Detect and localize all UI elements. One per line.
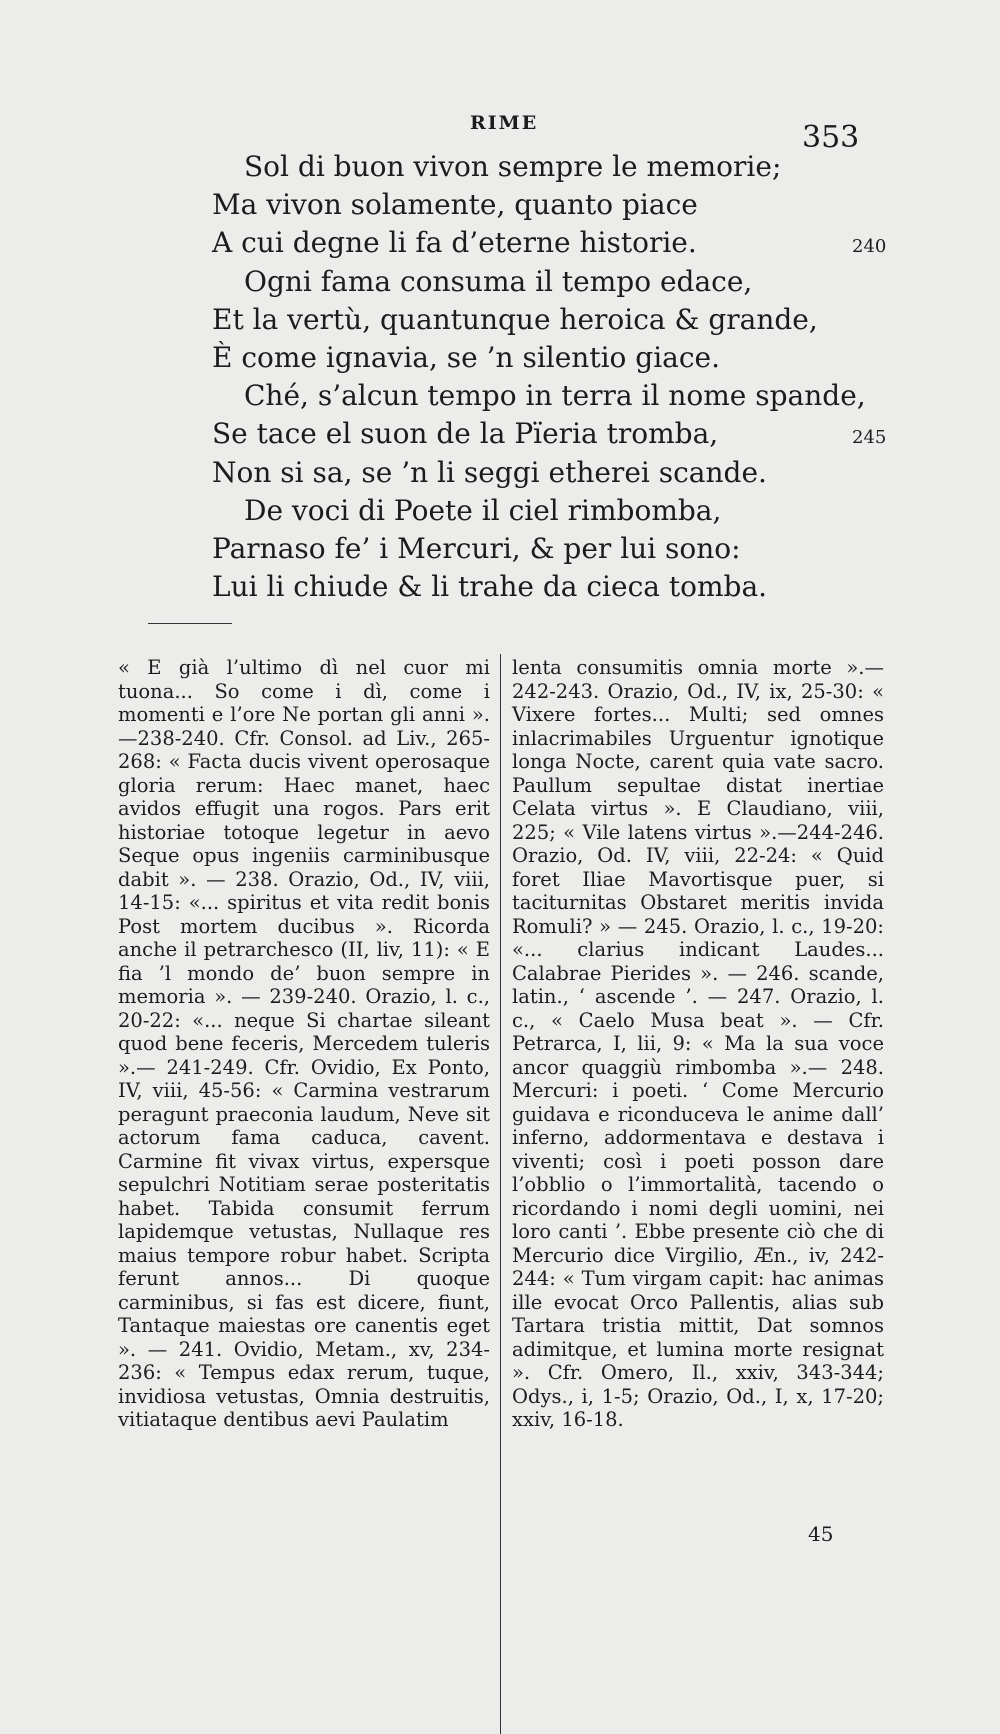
verse-line: È come ignavia, se ’n silentio giace. [212,341,721,374]
line-number: 240 [852,236,887,258]
verse-line: De voci di Poete il ciel rimbomba, [244,493,722,527]
verse-line: Ché, s’alcun tempo in terra il nome spande, [244,379,866,413]
page-number: 353 [802,120,860,155]
verse-line: Sol di buon vivon sempre le memorie; [244,150,782,183]
signature-mark: 45 [808,1522,834,1546]
verse-line: Ma vivon solamente, quanto piace [212,188,698,222]
notes-left-column [118,656,490,1432]
verse-line: Non si sa, se ’n li seggi etherei scande. [212,455,767,489]
notes-left-text: « E già l’ultimo dì nel cuor mi tuona... So come i dì, come i momenti e l’ore Ne portan gli anni ».—238-240. Cfr. Consol. ad Liv., 265-268: « Facta ducis vivent operosaque gloria rerum: Haec manet, haec avidos effugit una rogos. Pars erit historiae totoque legetur in aevo Seque opus ingeniis carminibusque dabit ». — 238. Orazio, Od., IV, viii, 14-15: «... spiritus et vita redit bonis Post mortem ducibus ». Ricorda anche il petrarchesco (II, liv, 11): « E fia ’l mondo de’ buon sempre in memoria ». — 239-240. Orazio, l. c., 20-22: «... neque Si chartae sileant quod bene feceris, Mercedem tuleris ».— 241-249. Cfr. Ovidio, Ex Ponto, IV, viii, 45-56: « Carmina vestrarum peragunt praeconia laudum, Neve sit actorum fama caduca, cavent. Carmine fit vivax virtus, expersque sepulchri Notitiam serae posteritatis habet. Tabida consumit ferrum lapidemque vetustas, Nullaque res maius tempore robur habet. Scripta ferunt annos... Di quoque carminibus, si fas est dicere, fiunt, Tantaque maiestas ore canentis eget ». — 241. Ovidio, Metam., xv, 234-236: « Tempus edax rerum, tuque, invidiosa vetustas, Omnia destruitis, vitiataque dentibus aevi Paulatim [118,656,490,1431]
notes-right-text: lenta consumitis omnia morte ».— 242-243. Orazio, Od., IV, ix, 25-30: « Vixere fortes... Multi; sed omnes inlacrimabiles Urguentur ignotique longa Nocte, carent quia vate sacro. Paullum sepultae distat inertiae Celata virtus ». E Claudiano, viii, 225; « Vile latens virtus ».—244-246. Orazio, Od. IV, viii, 22-24: « Quid foret Iliae Mavortisque puer, si taciturnitas Obstaret meritis invida Romuli? » — 245. Orazio, l. c., 19-20: «... clarius indicant Laudes... Calabrae Pierides ». — 246. scande, latin., ‘ ascende ’. — 247. Orazio, l. c., « Caelo Musa beat ». — Cfr. Petrarca, I, lii, 9: « Ma la sua voce ancor quaggiù rimbomba ».— 248. Mercuri: i poeti. ‘ Come Mercurio guidava e riconduceva le anime dall’ inferno, addormentava e destava i viventi; così i poeti posson dare l’obblio o l’immortalità, tacendo o ricordando i nomi degli uomini, nei loro canti ’. Ebbe presente ciò che di Mercurio dice Virgilio, Æn., iv, 242-244: « Tum virgam capit: hac animas ille evocat Orco Pallentis, alias sub Tartara tristia mittit, Dat somnos adimitque, et lumina morte resignat ». Cfr. Omero, Il., xxiv, 343-344; Odys., i, 1-5; Orazio, Od., I, x, 17-20; xxiv, 16-18. [512,656,884,1431]
column-divider [500,654,501,1734]
separator-rule [148,623,232,624]
verse-line: Se tace el suon de la Pïeria tromba, [212,417,719,451]
verse-line: Lui li chiude & li trahe da cieca tomba. [212,570,768,604]
verse-line: A cui degne li fa d’eterne historie. [212,226,697,260]
verse-line: Et la vertù, quantunque heroica & grande, [212,302,818,336]
verse-line: Ogni fama consuma il tempo edace, [244,264,753,298]
notes-right-column [512,656,884,1432]
verse-line: Parnaso fe’ i Mercuri, & per lui sono: [212,532,741,565]
line-number: 245 [852,427,887,449]
running-title: RIME [470,112,539,134]
